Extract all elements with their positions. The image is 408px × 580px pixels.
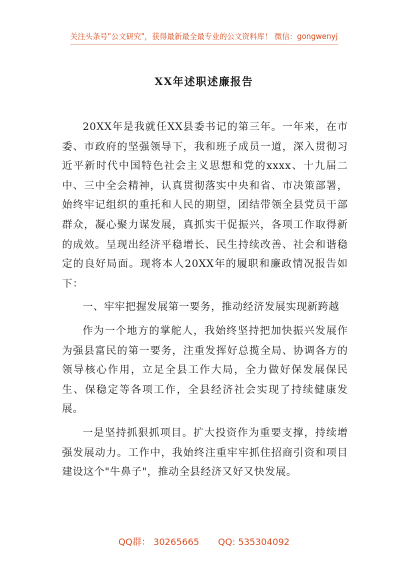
section-heading-1: 一、牢牢把握发展第一要务，推动经济发展实现新跨越 [82,301,340,314]
header-banner: 关注头条号"公文研究"，获得最新最全最专业的公文资料库！ 微信：gongwenyj [70,32,338,41]
paragraph-3: 一是坚持抓狠抓项目。扩大投资作为重要支撑，持续增强发展动力。工作中，我始终注重牢牢抓住招商引资和项目建设这个"牛鼻子"，推动全县经济又好又快发展。 [62,426,348,479]
footer-qq: QQ: 535304092 [218,538,290,548]
footer-qq-group: QQ群： 30265665 [118,538,200,548]
document-title: XX年述职述廉报告 [154,76,254,88]
footer-contacts [0,535,408,548]
paragraph-intro: 20XX年是我就任XX县委书记的第三年。一年来，在市委、市政府的坚强领导下，我和班子成员一道，深入贯彻习近平新时代中国特色社会主义思想和党的xxxx、十九届二中、三中全会精神，认真贯彻落实中央和省、市决策部署，始终牢记组织的重托和人民的期望，团结带领全县党员干部群众，凝心聚力谋发展，真抓实干促振兴，各项工作取得新的成效。呈现出经济平稳增长、民生持续改善、社会和谐稳定的良好局面。现将本人20XX年的履职和廉政情况报告如下： [62,121,348,290]
paragraph-2: 作为一个地方的掌舵人，我始终坚持把加快振兴发展作为强县富民的第一要务，注重发挥好总揽全局、协调各方的领导核心作用，立足全县工作大局，全力做好保发展保民生、保稳定等各项工作，全县经济社会实现了持续健康发展。 [62,324,348,416]
header-divider [70,44,338,45]
document-body [62,118,348,487]
